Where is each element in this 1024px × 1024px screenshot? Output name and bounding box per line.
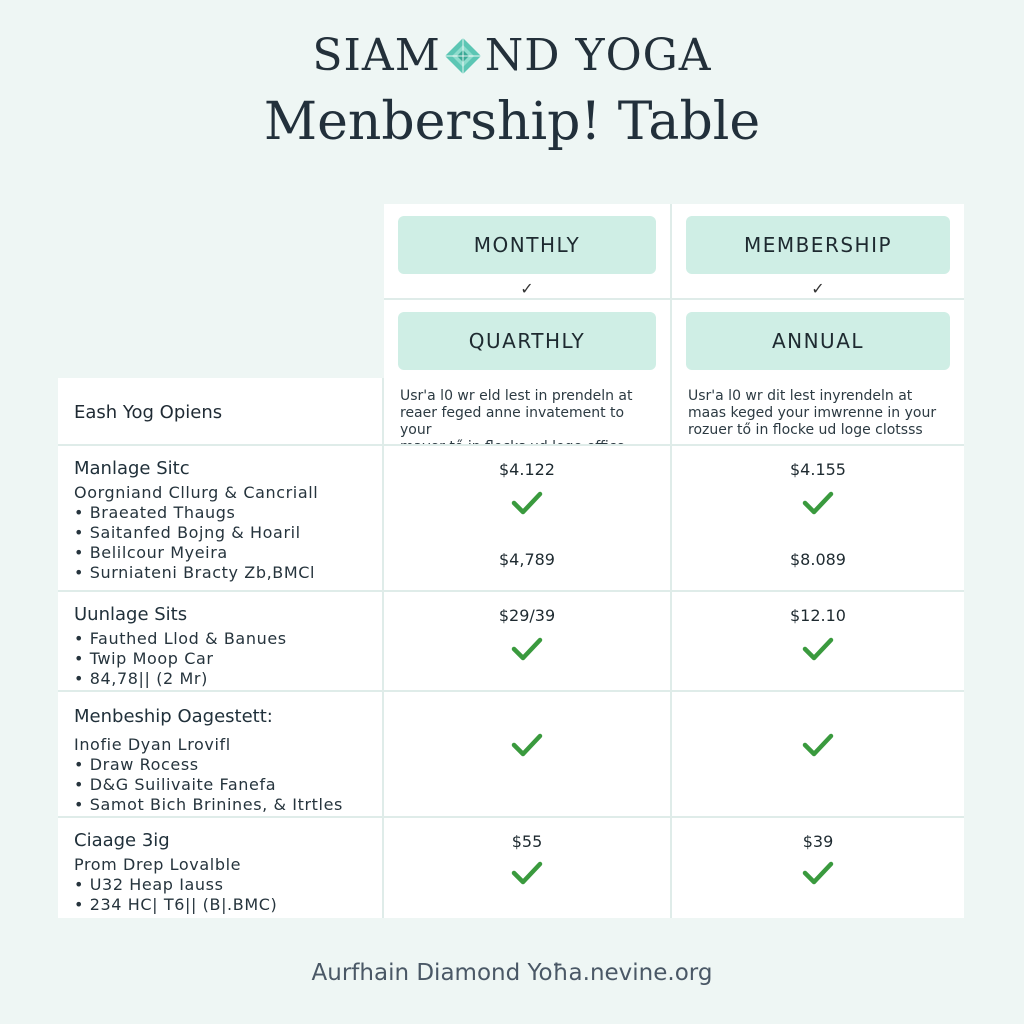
brand-header xyxy=(0,30,1024,81)
row-line: • Twip Moop Car xyxy=(74,649,214,668)
price-value: $29/39 xyxy=(498,606,556,625)
row-value-cell-right xyxy=(672,446,964,590)
intro-desc-left-line: reaer feged anne invatement to your xyxy=(400,405,625,438)
membership-table xyxy=(58,204,964,918)
row-heading: Uunlage Sits xyxy=(74,604,188,625)
price-value: $8.089 xyxy=(790,550,846,569)
green-check-icon xyxy=(510,636,544,662)
col-header-annual: ANNUAL xyxy=(686,312,950,370)
row-value-cell-right xyxy=(672,692,964,816)
row-line: Inofie Dyan Lrovifl xyxy=(74,735,231,754)
row-value-cell-left xyxy=(384,692,672,816)
green-check-icon xyxy=(801,636,835,662)
green-check-icon xyxy=(510,490,544,516)
row-line: • 84,78|| (2 Mr) xyxy=(74,669,208,688)
footer-url: Aurfhain Diamond Yoħa.nevine.org xyxy=(311,960,713,986)
row-value-cell-left xyxy=(384,818,672,918)
intro-desc-left-line: Usr'a l0 wr eld lest in prendeln at xyxy=(400,388,633,404)
intro-label-cell xyxy=(58,378,384,444)
row-label-cell xyxy=(58,818,384,918)
intro-desc-right-cell xyxy=(672,378,964,444)
green-check-icon xyxy=(801,732,835,758)
brand-text-right: ND YOGA xyxy=(484,30,712,81)
col-header-membership: MEMBERSHIP xyxy=(686,216,950,274)
table-row xyxy=(58,690,964,816)
price-value: $55 xyxy=(511,832,543,851)
table-row xyxy=(58,444,964,590)
row-value-cell-left xyxy=(384,592,672,690)
brand-text-left: SIAM xyxy=(312,30,441,81)
row-line: • Belilcour Myeira xyxy=(74,543,228,562)
table-row xyxy=(58,816,964,918)
row-line: • Saitanfed Bojng & Hoaril xyxy=(74,523,301,542)
row-heading: Ciaage 3ig xyxy=(74,830,170,851)
col-header-monthly: MONTHLY xyxy=(398,216,656,274)
intro-desc-left-cell xyxy=(384,378,672,444)
green-check-icon xyxy=(801,490,835,516)
col-header-quarthly-cell xyxy=(384,300,672,382)
page-title: Menbership! Table xyxy=(263,92,761,152)
diamond-gem-icon xyxy=(443,36,483,76)
green-check-icon xyxy=(801,860,835,886)
green-check-icon xyxy=(510,732,544,758)
row-line: Oorgniand Cllurg & Cancriall xyxy=(74,483,319,502)
row-label-cell xyxy=(58,446,384,590)
price-value: $4.122 xyxy=(499,460,555,479)
row-value-cell-right xyxy=(672,592,964,690)
row-value-cell-right xyxy=(672,818,964,918)
intro-desc-right-line: Usr'a l0 wr dit lest inyrendeln at xyxy=(688,388,913,404)
row-line: • Draw Rocess xyxy=(74,755,199,774)
row-line: • D&G Suilivaite Fanefa xyxy=(74,775,277,794)
row-line: • Surniateni Bracty Zb,BMCl xyxy=(74,563,316,582)
green-check-icon xyxy=(510,860,544,886)
intro-label: Eash Yog Opiens xyxy=(74,402,223,423)
row-heading: Manlage Sitc xyxy=(74,458,190,479)
price-value: $4.155 xyxy=(790,460,846,479)
row-line: • U32 Heap Iauss xyxy=(74,875,224,894)
row-value-cell-left xyxy=(384,446,672,590)
row-line: • Braeated Thaugs xyxy=(74,503,236,522)
small-check-icon: ✓ xyxy=(811,279,825,298)
intro-desc-right-line: maas keged your imwrenne in your xyxy=(688,405,937,421)
row-label-cell xyxy=(58,592,384,690)
row-label-cell xyxy=(58,692,384,816)
price-value: $39 xyxy=(802,832,834,851)
price-value: $4,789 xyxy=(499,550,555,569)
col-header-annual-cell xyxy=(672,300,964,382)
intro-desc-right-line: rozuer tő in flocke ud loge clotsss xyxy=(688,422,923,438)
row-line: Prom Drep Lovalble xyxy=(74,855,242,874)
table-row-intro xyxy=(58,378,964,444)
row-line: • 234 HC| T6|| (B|.BMC) xyxy=(74,895,278,914)
col-header-quarthly: QUARTHLY xyxy=(398,312,656,370)
row-line: • Samot Bich Brinines, & Itrtles xyxy=(74,795,343,814)
row-line: • Fauthed Llod & Banues xyxy=(74,629,287,648)
small-check-icon: ✓ xyxy=(520,279,534,298)
price-value: $12.10 xyxy=(790,606,846,625)
col-header-monthly-cell xyxy=(384,204,672,300)
col-header-membership-cell xyxy=(672,204,964,300)
row-heading: Menbeship Oagestett: xyxy=(74,706,273,727)
table-row xyxy=(58,590,964,690)
